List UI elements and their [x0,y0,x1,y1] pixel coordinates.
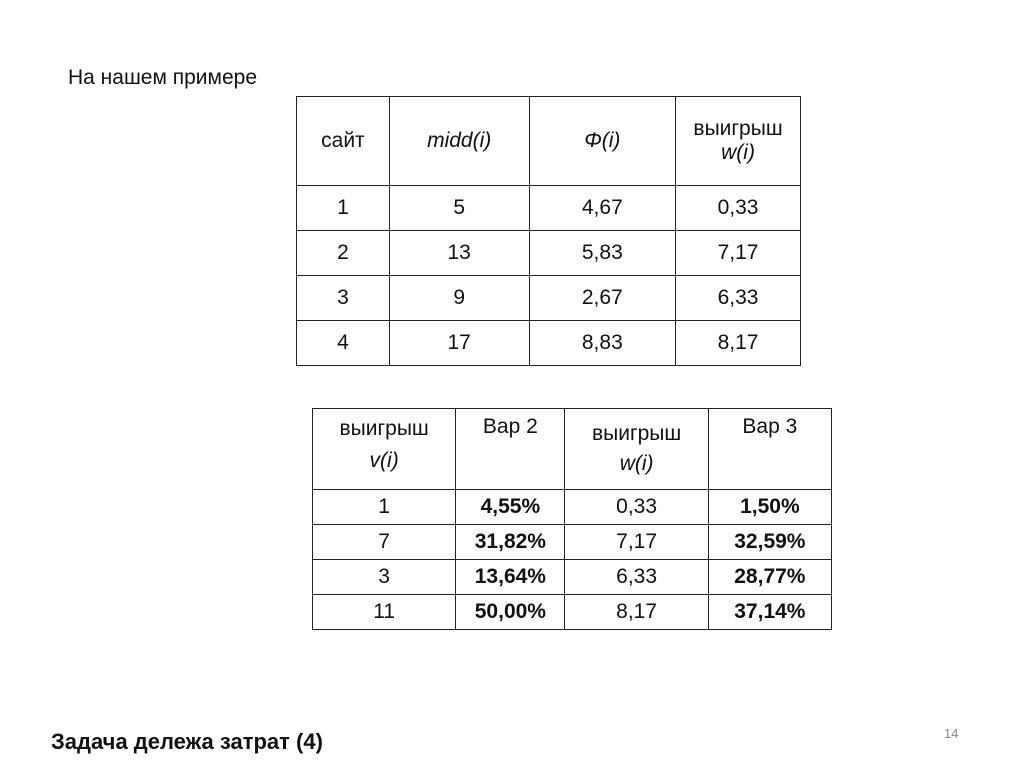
table-cell: 3 [313,560,456,595]
table-cell: 8,17 [565,595,708,630]
table-cell: 7,17 [676,231,801,276]
header-gain-w2 [565,409,708,490]
table-cell: 1 [313,490,456,525]
slide-title: Задача дележа затрат (4) [51,729,323,754]
table-row [297,321,801,366]
table-row [297,186,801,231]
table-cell: 0,33 [676,186,801,231]
table-cell: 9 [389,276,529,321]
table-row [313,560,832,595]
table-cell: 17 [389,321,529,366]
table-cell: 37,14% [708,595,831,630]
slide-heading: На нашем примере [68,66,258,89]
table-row [313,595,832,630]
table-cell: 28,77% [708,560,831,595]
header-phi: Φ(i) [529,97,676,186]
table-row [313,525,832,560]
table-row [297,231,801,276]
header-gain-w2-word: выигрыш [591,422,682,445]
table-cell: 4,55% [456,490,565,525]
table-cell: 3 [297,276,390,321]
table-row [297,276,801,321]
header-gain-w-var: w(i) [721,141,755,164]
header-gain-v-var: v(i) [369,449,399,472]
table-cell: 5,83 [529,231,676,276]
sites-table [296,96,801,366]
table-header-row [297,97,801,186]
table-cell: 6,33 [565,560,708,595]
table-cell: 1 [297,186,390,231]
header-gain-w2-var: w(i) [619,452,654,475]
table-cell: 4,67 [529,186,676,231]
header-site: сайт [297,97,390,186]
header-gain-v-word: выигрыш [339,417,429,440]
table-cell: 1,50% [708,490,831,525]
table-cell: 7,17 [565,525,708,560]
table-cell: 5 [389,186,529,231]
header-midd: midd(i) [389,97,529,186]
table-cell: 8,17 [676,321,801,366]
header-var3: Вар 3 [708,409,831,490]
table-cell: 50,00% [456,595,565,630]
table-cell: 2 [297,231,390,276]
table-header-row [313,409,832,490]
table-cell: 13 [389,231,529,276]
table-cell: 13,64% [456,560,565,595]
header-var2: Вар 2 [456,409,565,490]
table-row [313,490,832,525]
header-gain-w [676,97,801,186]
page-number: 14 [944,726,959,741]
table-cell: 0,33 [565,490,708,525]
table-cell: 2,67 [529,276,676,321]
table-cell: 11 [313,595,456,630]
table-cell: 31,82% [456,525,565,560]
table-cell: 4 [297,321,390,366]
header-gain-w-word: выигрыш [693,117,783,140]
header-gain-v [313,409,456,490]
table-cell: 8,83 [529,321,676,366]
table-cell: 32,59% [708,525,831,560]
table-cell: 6,33 [676,276,801,321]
table-cell: 7 [313,525,456,560]
variants-table [312,408,832,630]
